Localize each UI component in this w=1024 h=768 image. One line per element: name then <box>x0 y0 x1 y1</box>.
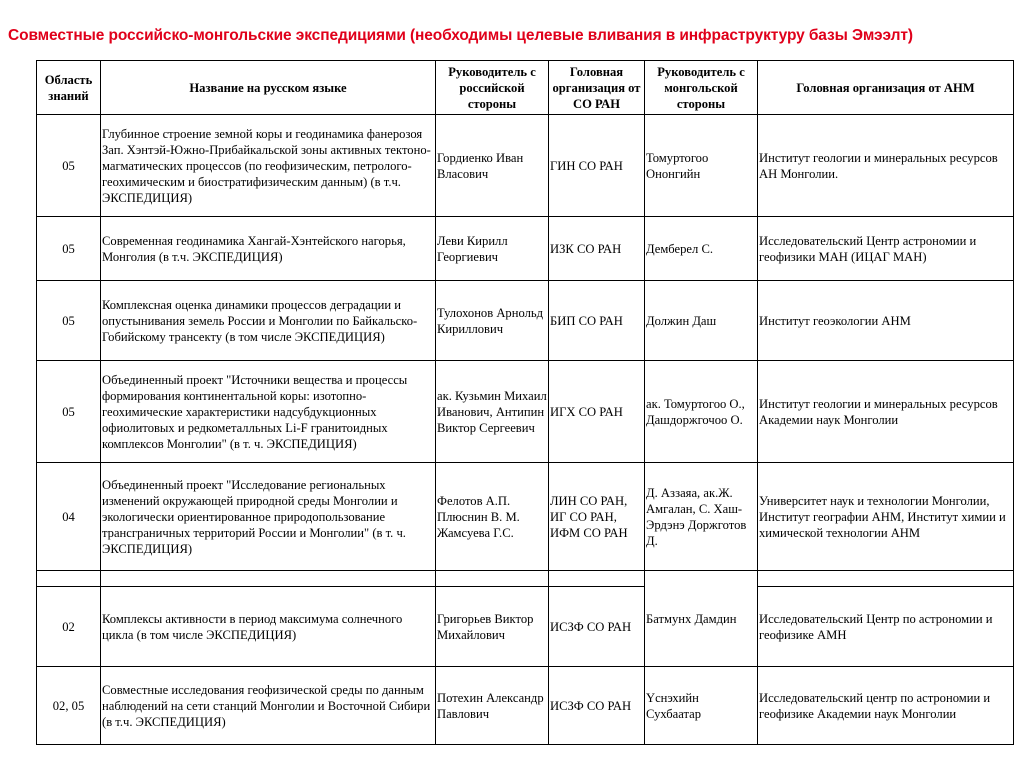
cell-mn-org: Университет наук и технологии Монголии, Институт географии АНМ, Институт химии и химической технологии АНМ <box>758 463 1014 571</box>
page-title: Совместные российско-монгольские экспедициями (необходимы целевые вливания в инфраструктуру базы Эмээлт) <box>8 27 913 44</box>
cell-area: 02 <box>37 587 101 667</box>
cell-ru-org: ИЗК СО РАН <box>549 217 645 281</box>
cell-ru-head: ак. Кузьмин Михаил Иванович, Антипин Виктор Сергеевич <box>436 361 549 463</box>
table-row <box>37 281 1014 361</box>
cell-mn-org: Институт геологии и минеральных ресурсов АН Монголии. <box>758 115 1014 217</box>
empty-cell <box>549 571 645 587</box>
cell-ru-org: ЛИН СО РАН, ИГ СО РАН, ИФМ СО РАН <box>549 463 645 571</box>
cell-mn-org: Исследовательский центр по астрономии и геофизике Академии наук Монголии <box>758 667 1014 745</box>
header-ru-org: Головная организация от СО РАН <box>549 61 645 115</box>
header-mn-org: Головная организация от АНМ <box>758 61 1014 115</box>
cell-ru-head: Леви Кирилл Георгиевич <box>436 217 549 281</box>
table-row <box>37 667 1014 745</box>
cell-area: 04 <box>37 463 101 571</box>
cell-area: 05 <box>37 217 101 281</box>
cell-ru-org: БИП СО РАН <box>549 281 645 361</box>
cell-name: Комплексная оценка динамики процессов деградации и опустынивания земель России и Монголии по Байкальско-Гобийскому трансекту (в том числе ЭКСПЕДИЦИЯ) <box>101 281 436 361</box>
empty-cell <box>758 571 1014 587</box>
cell-ru-org: ИГХ СО РАН <box>549 361 645 463</box>
cell-mn-org: Исследовательский Центр астрономии и геофизики МАН (ИЦАГ МАН) <box>758 217 1014 281</box>
header-ru-head: Руководитель с российской стороны <box>436 61 549 115</box>
cell-area: 05 <box>37 281 101 361</box>
cell-mn-head: Үснэхийн Сухбаатар <box>645 667 758 745</box>
empty-cell <box>37 571 101 587</box>
cell-ru-org: ГИН СО РАН <box>549 115 645 217</box>
cell-area: 05 <box>37 361 101 463</box>
cell-name: Совместные исследования геофизической среды по данным наблюдений на сети станций Монголии и Восточной Сибири (в т.ч. ЭКСПЕДИЦИЯ) <box>101 667 436 745</box>
cell-name: Объединенный проект "Исследование региональных изменений окружающей природной среды Монголии и экологически ориентированное природопользование трансграничных территорий России и Монголии" (в т. ч. ЭКСПЕДИЦИЯ) <box>101 463 436 571</box>
table-spacer-row <box>37 571 1014 587</box>
cell-mn-head: ак. Томуртогоо О., Дашдоржгочоо О. <box>645 361 758 463</box>
header-name: Название на русском языке <box>101 61 436 115</box>
cell-mn-head: Д. Аззаяа, ак.Ж. Амгалан, С. Хаш-Эрдэнэ Доржготов Д. <box>645 463 758 571</box>
cell-ru-head: Тулохонов Арнольд Кириллович <box>436 281 549 361</box>
table-header-row <box>37 61 1014 115</box>
cell-ru-head: Гордиенко Иван Власович <box>436 115 549 217</box>
cell-name: Комплексы активности в период максимума солнечного цикла (в том числе ЭКСПЕДИЦИЯ) <box>101 587 436 667</box>
empty-cell <box>101 571 436 587</box>
cell-mn-head: Томуртогоо Ононгийн <box>645 115 758 217</box>
header-area: Область знаний <box>37 61 101 115</box>
cell-ru-org: ИСЗФ СО РАН <box>549 587 645 667</box>
cell-ru-head: Фелотов А.П. Плюснин В. М. Жамсуева Г.С. <box>436 463 549 571</box>
cell-mn-org: Институт геоэкологии АНМ <box>758 281 1014 361</box>
cell-area: 02, 05 <box>37 667 101 745</box>
cell-mn-head: Должин Даш <box>645 281 758 361</box>
empty-cell <box>436 571 549 587</box>
cell-area: 05 <box>37 115 101 217</box>
cell-name: Современная геодинамика Хангай-Хэнтейского нагорья, Монголия (в т.ч. ЭКСПЕДИЦИЯ) <box>101 217 436 281</box>
table-row <box>37 587 1014 667</box>
cell-name: Глубинное строение земной коры и геодинамика фанерозоя Зап. Хэнтэй-Южно-Прибайкальской зоны активных тектоно-магматических процессов (по геофизическим, петролого-геохимическим и биостратифизическим данным) (в т.ч. ЭКСПЕДИЦИЯ) <box>101 115 436 217</box>
table-row <box>37 463 1014 571</box>
table-row <box>37 217 1014 281</box>
cell-mn-head: Демберел С. <box>645 217 758 281</box>
table-row <box>37 115 1014 217</box>
expeditions-table <box>36 60 1014 745</box>
table-row <box>37 361 1014 463</box>
cell-ru-head: Григорьев Виктор Михайлович <box>436 587 549 667</box>
cell-name: Объединенный проект "Источники вещества и процессы формирования континентальной коры: изотопно-геохимические характеристики надсубдукционных офиолитовых и редкометалльных Li-F гранитоидных комплексов Монголии" (в т. ч. ЭКСПЕДИЦИЯ) <box>101 361 436 463</box>
cell-mn-head: Батмунх Дамдин <box>645 571 758 667</box>
header-mn-head: Руководитель с монгольской стороны <box>645 61 758 115</box>
cell-mn-org: Институт геологии и минеральных ресурсов Академии наук Монголии <box>758 361 1014 463</box>
cell-mn-org: Исследовательский Центр по астрономии и геофизике АМН <box>758 587 1014 667</box>
cell-ru-org: ИСЗФ СО РАН <box>549 667 645 745</box>
cell-ru-head: Потехин Александр Павлович <box>436 667 549 745</box>
